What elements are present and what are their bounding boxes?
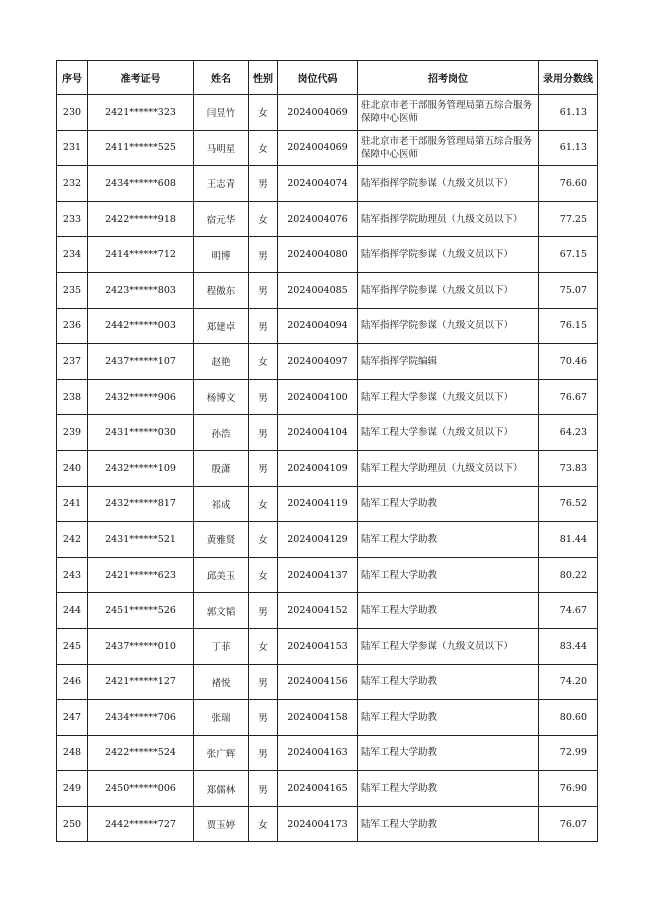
header-exam-id: 准考证号 <box>88 61 194 95</box>
cell-position-code: 2024004173 <box>278 806 358 842</box>
cell-serial: 233 <box>57 201 88 237</box>
cell-gender: 女 <box>249 486 278 522</box>
cell-position-code: 2024004080 <box>278 237 358 273</box>
cell-position: 陆军工程大学助教 <box>358 806 539 842</box>
cell-position-code: 2024004069 <box>278 130 358 166</box>
table-row <box>57 557 598 593</box>
cell-exam-id: 2450******006 <box>88 771 194 807</box>
cell-exam-id: 2422******524 <box>88 735 194 771</box>
table-row <box>57 379 598 415</box>
cell-score: 81.44 <box>539 522 598 558</box>
cell-exam-id: 2437******107 <box>88 344 194 380</box>
cell-exam-id: 2414******712 <box>88 237 194 273</box>
cell-exam-id: 2434******608 <box>88 166 194 202</box>
cell-exam-id: 2421******323 <box>88 95 194 131</box>
header-score: 录用分数线 <box>539 61 598 95</box>
cell-position-code: 2024004119 <box>278 486 358 522</box>
table-body <box>57 95 598 842</box>
cell-position: 陆军工程大学助教 <box>358 664 539 700</box>
cell-position: 陆军工程大学参谋（九级文员以下） <box>358 415 539 451</box>
cell-position-code: 2024004104 <box>278 415 358 451</box>
cell-position-code: 2024004069 <box>278 95 358 131</box>
cell-exam-id: 2442******727 <box>88 806 194 842</box>
cell-serial: 246 <box>57 664 88 700</box>
cell-gender: 男 <box>249 700 278 736</box>
cell-score: 80.60 <box>539 700 598 736</box>
cell-gender: 男 <box>249 166 278 202</box>
cell-exam-id: 2423******803 <box>88 272 194 308</box>
cell-name: 黄雅贤 <box>194 522 249 558</box>
cell-position: 陆军工程大学助理员（九级文员以下） <box>358 450 539 486</box>
cell-name: 殷潇 <box>194 450 249 486</box>
header-serial: 序号 <box>57 61 88 95</box>
cell-score: 74.67 <box>539 593 598 629</box>
cell-exam-id: 2451******526 <box>88 593 194 629</box>
cell-serial: 235 <box>57 272 88 308</box>
cell-name: 宿元华 <box>194 201 249 237</box>
cell-score: 64.23 <box>539 415 598 451</box>
cell-score: 83.44 <box>539 628 598 664</box>
table-row <box>57 806 598 842</box>
cell-name: 赵艳 <box>194 344 249 380</box>
cell-exam-id: 2437******010 <box>88 628 194 664</box>
table-row <box>57 95 598 131</box>
cell-position-code: 2024004094 <box>278 308 358 344</box>
cell-position: 陆军指挥学院参谋（九级文员以下） <box>358 166 539 202</box>
cell-serial: 234 <box>57 237 88 273</box>
cell-serial: 242 <box>57 522 88 558</box>
cell-score: 76.90 <box>539 771 598 807</box>
cell-exam-id: 2421******127 <box>88 664 194 700</box>
cell-position: 陆军工程大学助教 <box>358 486 539 522</box>
table-row <box>57 593 598 629</box>
cell-exam-id: 2431******521 <box>88 522 194 558</box>
cell-score: 70.46 <box>539 344 598 380</box>
cell-gender: 男 <box>249 771 278 807</box>
table-row <box>57 344 598 380</box>
cell-name: 王志青 <box>194 166 249 202</box>
header-gender: 性别 <box>249 61 278 95</box>
cell-position: 陆军指挥学院参谋（九级文员以下） <box>358 272 539 308</box>
cell-score: 76.60 <box>539 166 598 202</box>
cell-score: 76.52 <box>539 486 598 522</box>
cell-gender: 男 <box>249 593 278 629</box>
table-row <box>57 415 598 451</box>
cell-gender: 女 <box>249 628 278 664</box>
table-row <box>57 130 598 166</box>
cell-serial: 238 <box>57 379 88 415</box>
table-row <box>57 628 598 664</box>
cell-position: 陆军工程大学助教 <box>358 700 539 736</box>
table-row <box>57 700 598 736</box>
cell-exam-id: 2434******706 <box>88 700 194 736</box>
cell-position-code: 2024004152 <box>278 593 358 629</box>
cell-position: 驻北京市老干部服务管理局第五综合服务保障中心医师 <box>358 130 539 166</box>
cell-exam-id: 2432******109 <box>88 450 194 486</box>
cell-gender: 女 <box>249 130 278 166</box>
cell-position: 陆军指挥学院编辑 <box>358 344 539 380</box>
cell-serial: 244 <box>57 593 88 629</box>
cell-score: 80.22 <box>539 557 598 593</box>
cell-serial: 239 <box>57 415 88 451</box>
table-row <box>57 201 598 237</box>
cell-score: 67.15 <box>539 237 598 273</box>
header-position-code: 岗位代码 <box>278 61 358 95</box>
cell-gender: 男 <box>249 415 278 451</box>
cell-position-code: 2024004109 <box>278 450 358 486</box>
cell-position: 陆军工程大学助教 <box>358 771 539 807</box>
cell-exam-id: 2421******623 <box>88 557 194 593</box>
cell-exam-id: 2431******030 <box>88 415 194 451</box>
cell-position: 陆军指挥学院参谋（九级文员以下） <box>358 308 539 344</box>
cell-score: 61.13 <box>539 95 598 131</box>
cell-name: 祁成 <box>194 486 249 522</box>
table-row <box>57 166 598 202</box>
cell-position: 陆军指挥学院参谋（九级文员以下） <box>358 237 539 273</box>
cell-gender: 女 <box>249 95 278 131</box>
cell-position-code: 2024004097 <box>278 344 358 380</box>
cell-name: 张瑞 <box>194 700 249 736</box>
cell-score: 76.67 <box>539 379 598 415</box>
cell-serial: 245 <box>57 628 88 664</box>
cell-exam-id: 2442******003 <box>88 308 194 344</box>
cell-name: 郭文韬 <box>194 593 249 629</box>
cell-serial: 230 <box>57 95 88 131</box>
cell-position: 驻北京市老干部服务管理局第五综合服务保障中心医师 <box>358 95 539 131</box>
cell-gender: 男 <box>249 379 278 415</box>
cell-position: 陆军指挥学院助理员（九级文员以下） <box>358 201 539 237</box>
cell-name: 褚悦 <box>194 664 249 700</box>
header-name: 姓名 <box>194 61 249 95</box>
cell-exam-id: 2411******525 <box>88 130 194 166</box>
cell-position-code: 2024004165 <box>278 771 358 807</box>
cell-position-code: 2024004137 <box>278 557 358 593</box>
cell-position: 陆军工程大学助教 <box>358 522 539 558</box>
cell-serial: 232 <box>57 166 88 202</box>
table-row <box>57 771 598 807</box>
cell-position: 陆军工程大学助教 <box>358 557 539 593</box>
cell-gender: 男 <box>249 237 278 273</box>
cell-score: 74.20 <box>539 664 598 700</box>
cell-gender: 男 <box>249 735 278 771</box>
cell-name: 郑儒林 <box>194 771 249 807</box>
cell-position-code: 2024004158 <box>278 700 358 736</box>
cell-position-code: 2024004129 <box>278 522 358 558</box>
admission-score-table <box>56 60 598 842</box>
cell-gender: 女 <box>249 201 278 237</box>
cell-position: 陆军工程大学助教 <box>358 735 539 771</box>
cell-gender: 男 <box>249 664 278 700</box>
cell-name: 马明星 <box>194 130 249 166</box>
cell-name: 明博 <box>194 237 249 273</box>
cell-gender: 男 <box>249 272 278 308</box>
cell-position-code: 2024004074 <box>278 166 358 202</box>
cell-position-code: 2024004076 <box>278 201 358 237</box>
cell-serial: 243 <box>57 557 88 593</box>
table-row <box>57 237 598 273</box>
cell-score: 77.25 <box>539 201 598 237</box>
cell-serial: 247 <box>57 700 88 736</box>
cell-gender: 女 <box>249 344 278 380</box>
cell-serial: 237 <box>57 344 88 380</box>
table-row <box>57 664 598 700</box>
cell-score: 73.83 <box>539 450 598 486</box>
cell-name: 贾玉婷 <box>194 806 249 842</box>
cell-serial: 241 <box>57 486 88 522</box>
cell-position-code: 2024004100 <box>278 379 358 415</box>
cell-serial: 248 <box>57 735 88 771</box>
cell-gender: 男 <box>249 450 278 486</box>
table-row <box>57 735 598 771</box>
cell-name: 程傲东 <box>194 272 249 308</box>
cell-serial: 231 <box>57 130 88 166</box>
cell-name: 郑建卓 <box>194 308 249 344</box>
cell-score: 75.07 <box>539 272 598 308</box>
table-row <box>57 522 598 558</box>
cell-position: 陆军工程大学参谋（九级文员以下） <box>358 628 539 664</box>
cell-name: 闫昱竹 <box>194 95 249 131</box>
table-row <box>57 486 598 522</box>
header-position: 招考岗位 <box>358 61 539 95</box>
cell-gender: 女 <box>249 557 278 593</box>
header-row <box>57 61 598 95</box>
cell-position-code: 2024004156 <box>278 664 358 700</box>
cell-position-code: 2024004163 <box>278 735 358 771</box>
cell-name: 孙浩 <box>194 415 249 451</box>
cell-serial: 236 <box>57 308 88 344</box>
cell-name: 张广辉 <box>194 735 249 771</box>
cell-score: 76.07 <box>539 806 598 842</box>
table-row <box>57 308 598 344</box>
cell-score: 61.13 <box>539 130 598 166</box>
cell-serial: 249 <box>57 771 88 807</box>
cell-name: 邱美玉 <box>194 557 249 593</box>
table-row <box>57 272 598 308</box>
cell-position-code: 2024004085 <box>278 272 358 308</box>
cell-name: 杨博文 <box>194 379 249 415</box>
cell-score: 72.99 <box>539 735 598 771</box>
cell-exam-id: 2432******906 <box>88 379 194 415</box>
cell-name: 丁菲 <box>194 628 249 664</box>
cell-gender: 女 <box>249 806 278 842</box>
cell-exam-id: 2422******918 <box>88 201 194 237</box>
cell-exam-id: 2432******817 <box>88 486 194 522</box>
cell-serial: 250 <box>57 806 88 842</box>
cell-score: 76.15 <box>539 308 598 344</box>
cell-position: 陆军工程大学参谋（九级文员以下） <box>358 379 539 415</box>
cell-position: 陆军工程大学助教 <box>358 593 539 629</box>
cell-gender: 女 <box>249 522 278 558</box>
cell-position-code: 2024004153 <box>278 628 358 664</box>
table-row <box>57 450 598 486</box>
cell-gender: 男 <box>249 308 278 344</box>
cell-serial: 240 <box>57 450 88 486</box>
